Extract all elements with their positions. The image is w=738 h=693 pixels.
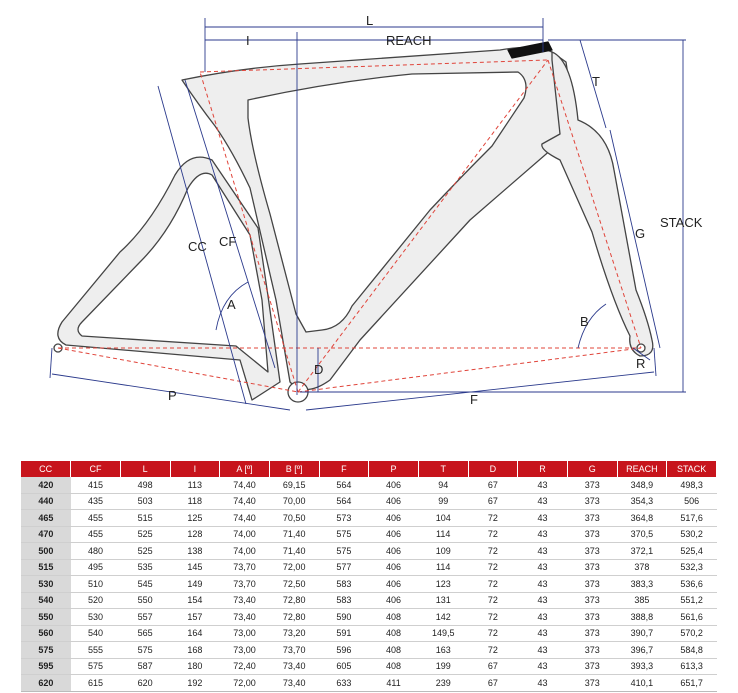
table-row	[21, 642, 717, 659]
table-cell: 583	[319, 592, 369, 609]
table-row	[21, 625, 717, 642]
table-cell: 590	[319, 609, 369, 626]
table-cell: 506	[667, 493, 717, 510]
table-row	[21, 609, 717, 626]
table-cell: 43	[518, 576, 568, 593]
label-t: T	[592, 74, 600, 89]
table-cell: 520	[71, 592, 121, 609]
size-cell: 620	[21, 675, 71, 692]
table-cell: 373	[567, 493, 617, 510]
table-cell: 70,00	[269, 493, 319, 510]
label-r: R	[636, 356, 646, 371]
table-cell: 535	[120, 559, 170, 576]
table-cell: 154	[170, 592, 220, 609]
table-cell: 373	[567, 658, 617, 675]
table-cell: 545	[120, 576, 170, 593]
table-cell: 525,4	[667, 543, 717, 560]
table-cell: 532,3	[667, 559, 717, 576]
col-header: D	[468, 461, 518, 477]
table-cell: 131	[418, 592, 468, 609]
table-cell: 540	[71, 625, 121, 642]
col-header: P	[369, 461, 419, 477]
table-row	[21, 592, 717, 609]
table-cell: 570,2	[667, 625, 717, 642]
table-cell: 388,8	[617, 609, 667, 626]
table-cell: 587	[120, 658, 170, 675]
size-cell: 470	[21, 526, 71, 543]
table-cell: 530	[71, 609, 121, 626]
label-reach: REACH	[386, 33, 432, 48]
table-cell: 67	[468, 477, 518, 493]
table-cell: 74,40	[220, 493, 270, 510]
table-cell: 525	[120, 543, 170, 560]
table-cell: 70,50	[269, 510, 319, 527]
table-row	[21, 658, 717, 675]
table-cell: 393,3	[617, 658, 667, 675]
table-cell: 192	[170, 675, 220, 692]
table-cell: 67	[468, 493, 518, 510]
table-cell: 373	[567, 526, 617, 543]
table-cell: 43	[518, 493, 568, 510]
size-cell: 530	[21, 576, 71, 593]
table-cell: 43	[518, 675, 568, 692]
table-cell: 373	[567, 642, 617, 659]
size-cell: 560	[21, 625, 71, 642]
table-cell: 373	[567, 576, 617, 593]
table-cell: 149	[170, 576, 220, 593]
table-cell: 551,2	[667, 592, 717, 609]
table-cell: 385	[617, 592, 667, 609]
table-cell: 503	[120, 493, 170, 510]
table-cell: 72	[468, 510, 518, 527]
table-cell: 74,40	[220, 477, 270, 493]
size-cell: 420	[21, 477, 71, 493]
table-cell: 373	[567, 510, 617, 527]
col-header: REACH	[617, 461, 667, 477]
label-g: G	[635, 226, 646, 241]
table-cell: 157	[170, 609, 220, 626]
table-cell: 575	[120, 642, 170, 659]
table-cell: 378	[617, 559, 667, 576]
table-cell: 373	[567, 592, 617, 609]
table-cell: 480	[71, 543, 121, 560]
col-header: F	[319, 461, 369, 477]
table-cell: 373	[567, 609, 617, 626]
table-cell: 383,3	[617, 576, 667, 593]
table-cell: 72,40	[220, 658, 270, 675]
table-cell: 164	[170, 625, 220, 642]
col-header: CF	[71, 461, 121, 477]
table-cell: 620	[120, 675, 170, 692]
table-cell: 72,50	[269, 576, 319, 593]
table-cell: 99	[418, 493, 468, 510]
table-cell: 530,2	[667, 526, 717, 543]
table-cell: 43	[518, 625, 568, 642]
table-cell: 43	[518, 609, 568, 626]
table-cell: 73,70	[220, 559, 270, 576]
table-cell: 406	[369, 592, 419, 609]
table-row	[21, 543, 717, 560]
table-cell: 239	[418, 675, 468, 692]
table-cell: 74,00	[220, 526, 270, 543]
label-a: A	[227, 297, 236, 312]
table-cell: 149,5	[418, 625, 468, 642]
table-cell: 348,9	[617, 477, 667, 493]
table-cell: 72	[468, 559, 518, 576]
table-cell: 408	[369, 658, 419, 675]
table-cell: 411	[369, 675, 419, 692]
table-cell: 73,00	[220, 642, 270, 659]
table-cell: 583	[319, 576, 369, 593]
table-cell: 406	[369, 477, 419, 493]
col-header: T	[418, 461, 468, 477]
table-cell: 605	[319, 658, 369, 675]
label-i: I	[246, 33, 250, 48]
table-row	[21, 576, 717, 593]
table-cell: 72,00	[220, 675, 270, 692]
table-cell: 104	[418, 510, 468, 527]
table-cell: 510	[71, 576, 121, 593]
table-cell: 72	[468, 592, 518, 609]
table-header-row	[21, 461, 717, 477]
table-cell: 613,3	[667, 658, 717, 675]
table-cell: 72,80	[269, 609, 319, 626]
table-cell: 73,40	[269, 658, 319, 675]
table-cell: 373	[567, 675, 617, 692]
table-cell: 72	[468, 526, 518, 543]
table-cell: 180	[170, 658, 220, 675]
table-cell: 73,40	[220, 592, 270, 609]
table-cell: 43	[518, 510, 568, 527]
table-cell: 561,6	[667, 609, 717, 626]
table-cell: 74,40	[220, 510, 270, 527]
table-cell: 113	[170, 477, 220, 493]
table-row	[21, 510, 717, 527]
table-cell: 515	[120, 510, 170, 527]
table-cell: 72	[468, 609, 518, 626]
table-cell: 406	[369, 493, 419, 510]
table-cell: 410,1	[617, 675, 667, 692]
table-cell: 43	[518, 658, 568, 675]
table-cell: 43	[518, 559, 568, 576]
col-header: L	[120, 461, 170, 477]
table-cell: 415	[71, 477, 121, 493]
table-cell: 396,7	[617, 642, 667, 659]
table-cell: 109	[418, 543, 468, 560]
size-cell: 440	[21, 493, 71, 510]
table-cell: 525	[120, 526, 170, 543]
table-cell: 128	[170, 526, 220, 543]
table-cell: 536,6	[667, 576, 717, 593]
table-cell: 555	[71, 642, 121, 659]
table-row	[21, 493, 717, 510]
table-cell: 73,00	[220, 625, 270, 642]
table-cell: 71,40	[269, 543, 319, 560]
table-cell: 114	[418, 526, 468, 543]
table-cell: 43	[518, 526, 568, 543]
table-cell: 72	[468, 625, 518, 642]
label-l: L	[366, 13, 374, 28]
table-cell: 517,6	[667, 510, 717, 527]
table-cell: 73,40	[220, 609, 270, 626]
table-cell: 495	[71, 559, 121, 576]
size-cell: 500	[21, 543, 71, 560]
table-cell: 72,80	[269, 592, 319, 609]
table-cell: 138	[170, 543, 220, 560]
table-cell: 373	[567, 543, 617, 560]
table-cell: 373	[567, 625, 617, 642]
label-stack: STACK	[660, 215, 703, 230]
table-cell: 455	[71, 526, 121, 543]
table-cell: 406	[369, 526, 419, 543]
table-cell: 199	[418, 658, 468, 675]
table-cell: 67	[468, 658, 518, 675]
table-cell: 118	[170, 493, 220, 510]
table-cell: 406	[369, 576, 419, 593]
size-cell: 575	[21, 642, 71, 659]
table-cell: 651,7	[667, 675, 717, 692]
col-header: STACK	[667, 461, 717, 477]
table-cell: 564	[319, 477, 369, 493]
table-cell: 142	[418, 609, 468, 626]
table-body	[21, 477, 717, 691]
table-cell: 435	[71, 493, 121, 510]
table-cell: 577	[319, 559, 369, 576]
label-b: B	[580, 314, 589, 329]
table-cell: 43	[518, 592, 568, 609]
col-header: I	[170, 461, 220, 477]
table-row	[21, 675, 717, 692]
table-cell: 373	[567, 477, 617, 493]
table-cell: 564	[319, 493, 369, 510]
geometry-table	[21, 461, 717, 692]
table-cell: 575	[319, 526, 369, 543]
table-cell: 72	[468, 543, 518, 560]
col-header: G	[567, 461, 617, 477]
table-cell: 73,40	[269, 675, 319, 692]
table-cell: 408	[369, 609, 419, 626]
table-cell: 114	[418, 559, 468, 576]
table-cell: 123	[418, 576, 468, 593]
table-cell: 145	[170, 559, 220, 576]
table-cell: 550	[120, 592, 170, 609]
table-cell: 408	[369, 642, 419, 659]
table-cell: 43	[518, 477, 568, 493]
table-row	[21, 477, 717, 493]
table-cell: 370,5	[617, 526, 667, 543]
table-cell: 168	[170, 642, 220, 659]
table-cell: 73,20	[269, 625, 319, 642]
table-cell: 498	[120, 477, 170, 493]
table-cell: 390,7	[617, 625, 667, 642]
col-header: CC	[21, 461, 71, 477]
table-cell: 498,3	[667, 477, 717, 493]
label-d: D	[314, 362, 324, 377]
table-cell: 406	[369, 543, 419, 560]
table-cell: 354,3	[617, 493, 667, 510]
table-cell: 575	[71, 658, 121, 675]
table-cell: 406	[369, 510, 419, 527]
table-cell: 67	[468, 675, 518, 692]
table-row	[21, 559, 717, 576]
table-cell: 73,70	[269, 642, 319, 659]
label-f: F	[470, 392, 478, 407]
col-header: R	[518, 461, 568, 477]
col-header: A [º]	[220, 461, 270, 477]
table-row	[21, 526, 717, 543]
size-cell: 540	[21, 592, 71, 609]
table-cell: 163	[418, 642, 468, 659]
table-cell: 565	[120, 625, 170, 642]
table-cell: 73,70	[220, 576, 270, 593]
label-cc: CC	[188, 239, 207, 254]
size-cell: 465	[21, 510, 71, 527]
table-cell: 43	[518, 642, 568, 659]
size-cell: 515	[21, 559, 71, 576]
table-cell: 573	[319, 510, 369, 527]
table-cell: 455	[71, 510, 121, 527]
label-cf: CF	[219, 234, 237, 249]
table-cell: 633	[319, 675, 369, 692]
table-cell: 74,00	[220, 543, 270, 560]
table-cell: 584,8	[667, 642, 717, 659]
col-header: B [º]	[269, 461, 319, 477]
table-cell: 408	[369, 625, 419, 642]
table-cell: 406	[369, 559, 419, 576]
table-cell: 615	[71, 675, 121, 692]
size-cell: 595	[21, 658, 71, 675]
label-p: P	[168, 388, 177, 403]
table-cell: 71,40	[269, 526, 319, 543]
table-cell: 72,00	[269, 559, 319, 576]
table-cell: 72	[468, 576, 518, 593]
table-cell: 125	[170, 510, 220, 527]
table-cell: 94	[418, 477, 468, 493]
table-cell: 557	[120, 609, 170, 626]
size-cell: 550	[21, 609, 71, 626]
table-cell: 364,8	[617, 510, 667, 527]
table-cell: 596	[319, 642, 369, 659]
table-cell: 69,15	[269, 477, 319, 493]
table-cell: 575	[319, 543, 369, 560]
table-cell: 373	[567, 559, 617, 576]
table-cell: 43	[518, 543, 568, 560]
table-cell: 372,1	[617, 543, 667, 560]
table-cell: 591	[319, 625, 369, 642]
table-cell: 72	[468, 642, 518, 659]
